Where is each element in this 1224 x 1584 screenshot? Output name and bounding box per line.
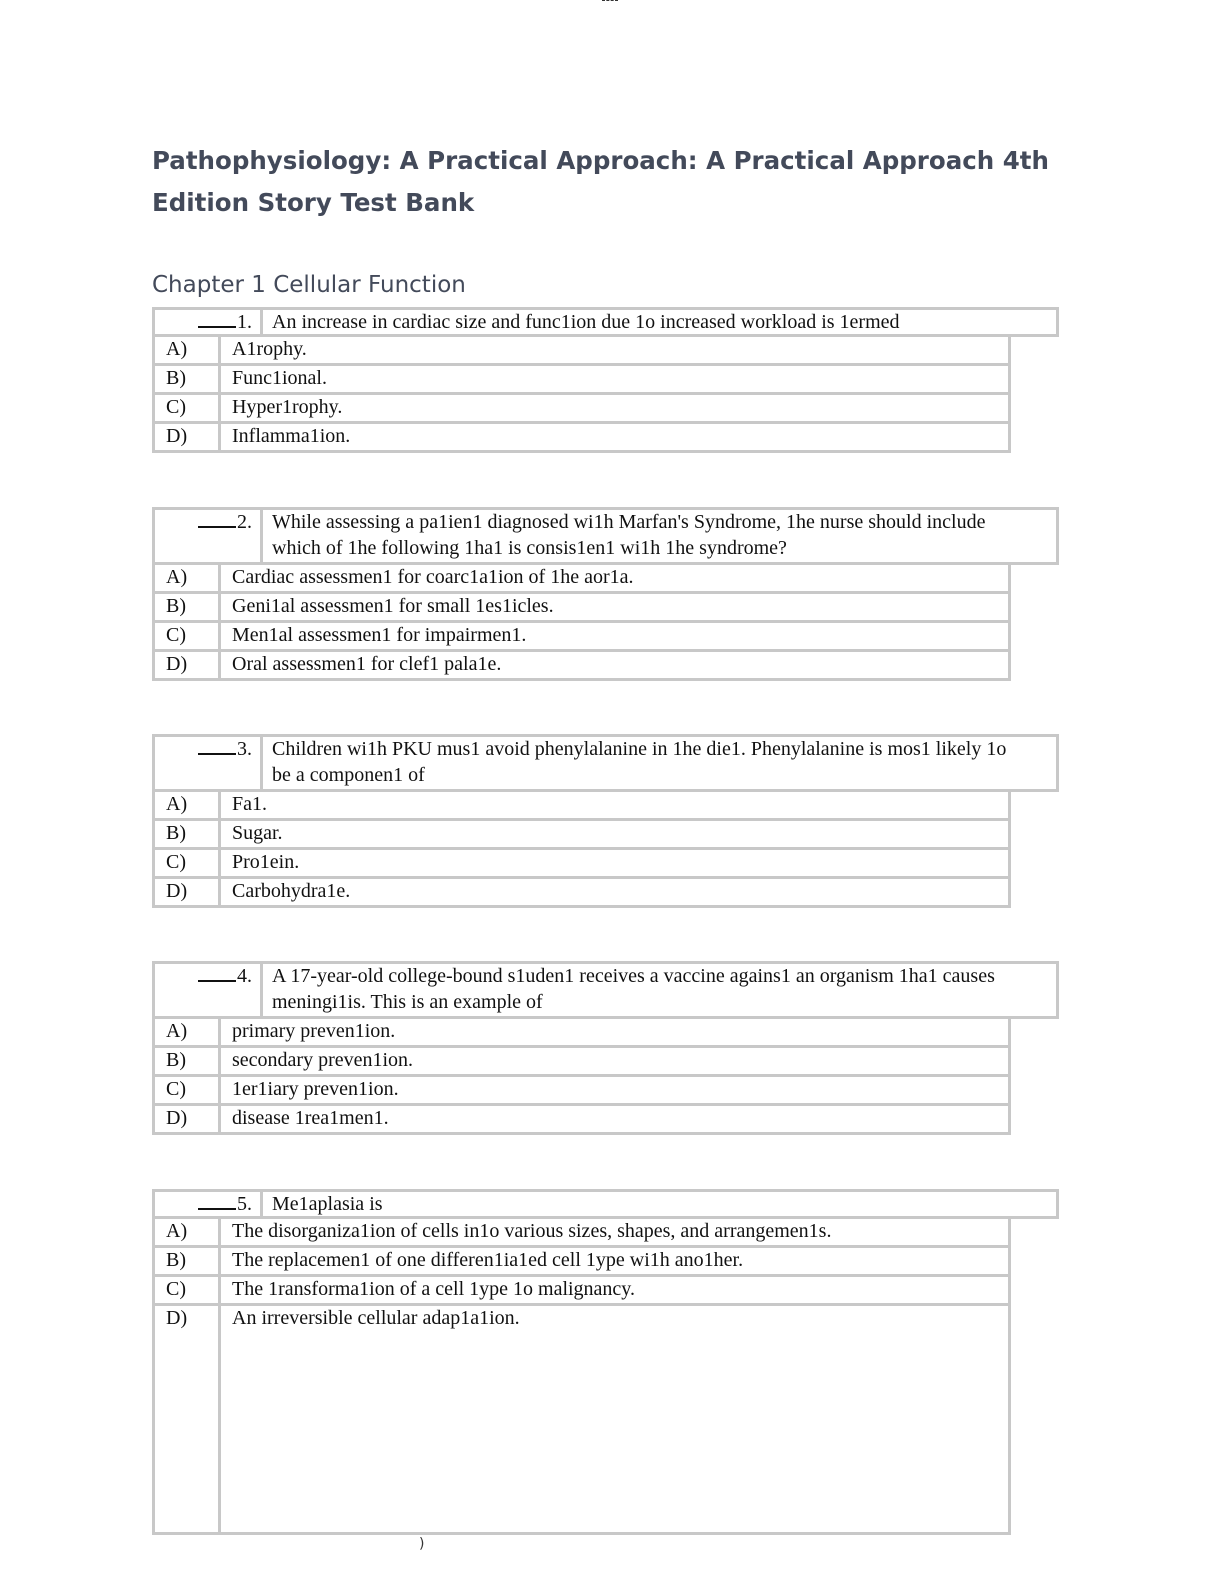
answer-row[interactable] — [155, 1045, 1008, 1074]
title-line-2: Edition Story Test Bank — [152, 188, 475, 217]
question-header — [152, 307, 1059, 337]
answer-blank[interactable] — [198, 964, 236, 982]
answer-row[interactable] — [155, 649, 1008, 678]
chapter-heading: Chapter 1 Cellular Function — [152, 272, 466, 298]
answer-letter: A) — [155, 1019, 221, 1045]
answer-letter: C) — [155, 1277, 221, 1303]
title-line-1: Pathophysiology: A Practical Approach: A Practical Approach 4th — [152, 146, 1049, 175]
question-header — [152, 961, 1059, 1019]
answer-table — [152, 792, 1011, 908]
question-text: While assessing a pa1ien1 diagnosed wi1h Marfan's Syndrome, 1he nurse should include which of 1he following 1ha1 is consis1en1 wi1h 1he syndrome? — [272, 511, 986, 559]
question-3 — [152, 734, 1059, 908]
question-number-cell — [155, 964, 263, 1016]
answer-row[interactable] — [155, 591, 1008, 620]
answer-letter: B) — [155, 1248, 221, 1274]
question-number-cell — [155, 1192, 263, 1216]
answer-text: secondary preven1ion. — [232, 1049, 414, 1071]
answer-row[interactable] — [155, 565, 1008, 591]
answer-letter: D) — [155, 424, 221, 450]
answer-blank[interactable] — [198, 737, 236, 755]
question-number: 3. — [237, 738, 252, 760]
answer-text: Oral assessmen1 for clef1 pala1e. — [232, 653, 502, 675]
question-text: Me1aplasia is — [272, 1193, 383, 1215]
answer-table — [152, 1219, 1011, 1535]
answer-letter: A) — [155, 1219, 221, 1245]
question-number: 5. — [237, 1193, 252, 1215]
answer-row[interactable] — [155, 1219, 1008, 1245]
page-top-mark — [602, 0, 618, 3]
question-text: A 17-year-old college-bound s1uden1 receives a vaccine agains1 an organism 1ha1 causes meningi1is. This is an example of — [272, 965, 995, 1013]
answer-row[interactable] — [155, 421, 1008, 450]
answer-letter: D) — [155, 1106, 221, 1132]
footer-mark: ) — [419, 1536, 425, 1552]
document-title — [152, 140, 1052, 224]
answer-text: A1rophy. — [232, 338, 307, 360]
question-text: An increase in cardiac size and func1ion due 1o increased workload is 1ermed — [272, 311, 900, 333]
answer-letter: B) — [155, 594, 221, 620]
answer-text: Hyper1rophy. — [232, 396, 343, 418]
question-1 — [152, 307, 1059, 453]
question-header — [152, 507, 1059, 565]
answer-letter: B) — [155, 1048, 221, 1074]
answer-text: Men1al assessmen1 for impairmen1. — [232, 624, 527, 646]
answer-text: The replacemen1 of one differen1ia1ed cell 1ype wi1h ano1her. — [232, 1249, 744, 1271]
answer-row[interactable] — [155, 1019, 1008, 1045]
answer-row[interactable] — [155, 1303, 1008, 1532]
answer-letter: C) — [155, 850, 221, 876]
answer-blank[interactable] — [198, 1192, 236, 1210]
answer-row[interactable] — [155, 792, 1008, 818]
answer-letter: C) — [155, 623, 221, 649]
answer-text: The disorganiza1ion of cells in1o various sizes, shapes, and arrangemen1s. — [232, 1220, 832, 1242]
answer-table — [152, 337, 1011, 453]
question-number-cell — [155, 510, 263, 562]
question-number: 1. — [237, 311, 252, 333]
answer-letter: A) — [155, 792, 221, 818]
answer-text: The 1ransforma1ion of a cell 1ype 1o malignancy. — [232, 1278, 636, 1300]
question-number: 2. — [237, 511, 252, 533]
answer-text: Fa1. — [232, 793, 267, 815]
answer-letter: B) — [155, 366, 221, 392]
answer-text: Carbohydra1e. — [232, 880, 351, 902]
answer-letter: A) — [155, 565, 221, 591]
answer-row[interactable] — [155, 1103, 1008, 1132]
answer-letter: A) — [155, 337, 221, 363]
answer-letter: C) — [155, 1077, 221, 1103]
answer-text: An irreversible cellular adap1a1ion. — [232, 1307, 520, 1329]
answer-letter: D) — [155, 879, 221, 905]
answer-text: disease 1rea1men1. — [232, 1107, 389, 1129]
answer-row[interactable] — [155, 363, 1008, 392]
answer-text: 1er1iary preven1ion. — [232, 1078, 399, 1100]
answer-letter: D) — [155, 1306, 221, 1532]
question-2 — [152, 507, 1059, 681]
answer-text: Func1ional. — [232, 367, 327, 389]
answer-row[interactable] — [155, 392, 1008, 421]
answer-text: Inflamma1ion. — [232, 425, 351, 447]
answer-text: Cardiac assessmen1 for coarc1a1ion of 1he aor1a. — [232, 566, 634, 588]
answer-table — [152, 1019, 1011, 1135]
answer-row[interactable] — [155, 337, 1008, 363]
answer-letter: B) — [155, 821, 221, 847]
question-text: Children wi1h PKU mus1 avoid phenylalanine in 1he die1. Phenylalanine is mos1 likely 1o be a componen1 of — [272, 738, 1007, 786]
answer-text: Geni1al assessmen1 for small 1es1icles. — [232, 595, 554, 617]
answer-row[interactable] — [155, 1074, 1008, 1103]
answer-blank[interactable] — [198, 310, 236, 328]
question-4 — [152, 961, 1059, 1135]
question-number-cell — [155, 310, 263, 334]
answer-row[interactable] — [155, 818, 1008, 847]
question-number-cell — [155, 737, 263, 789]
answer-row[interactable] — [155, 847, 1008, 876]
answer-letter: D) — [155, 652, 221, 678]
answer-row[interactable] — [155, 876, 1008, 905]
answer-text: Pro1ein. — [232, 851, 300, 873]
answer-text: Sugar. — [232, 822, 283, 844]
question-header — [152, 1189, 1059, 1219]
answer-text: primary preven1ion. — [232, 1020, 396, 1042]
answer-letter: C) — [155, 395, 221, 421]
answer-row[interactable] — [155, 620, 1008, 649]
answer-row[interactable] — [155, 1245, 1008, 1274]
answer-blank[interactable] — [198, 510, 236, 528]
question-5 — [152, 1189, 1059, 1535]
answer-table — [152, 565, 1011, 681]
answer-row[interactable] — [155, 1274, 1008, 1303]
question-number: 4. — [237, 965, 252, 987]
question-header — [152, 734, 1059, 792]
